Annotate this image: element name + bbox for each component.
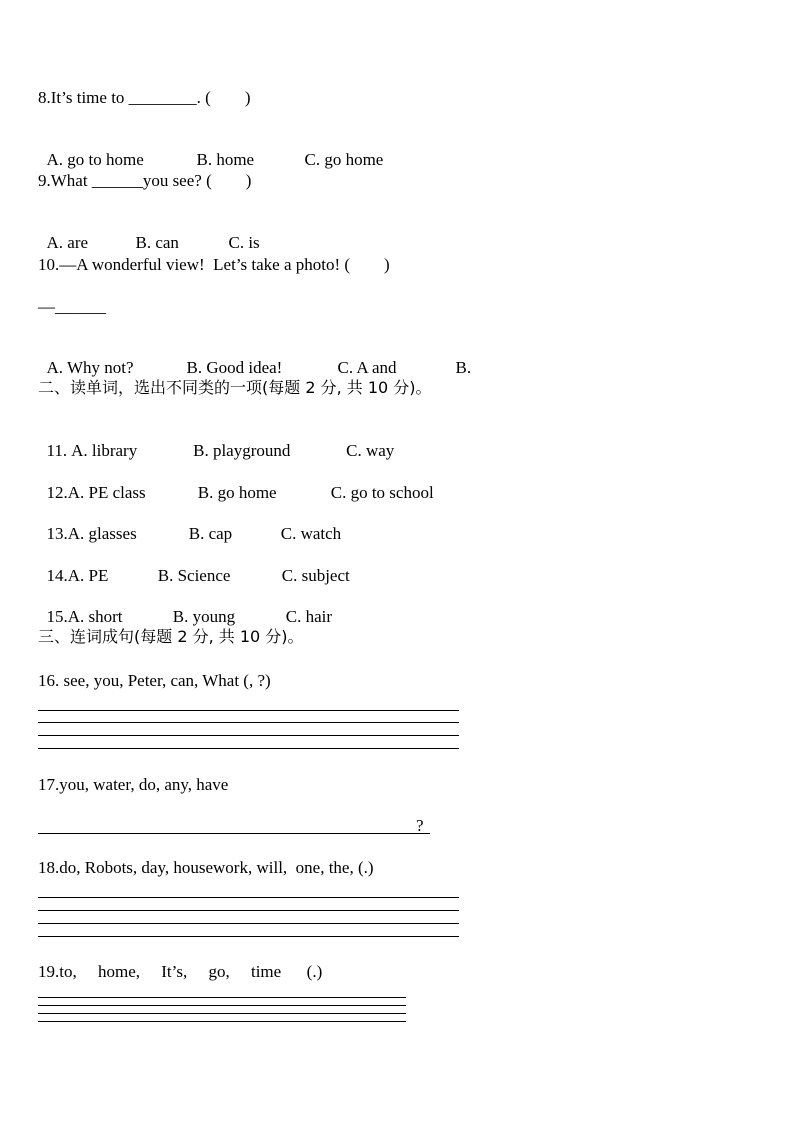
option-a: A. glasses bbox=[67, 524, 137, 543]
option-a: A. short bbox=[67, 607, 123, 626]
option-b: B. Science bbox=[157, 566, 231, 585]
question-11 bbox=[38, 421, 394, 461]
option-b: B. Good idea! bbox=[186, 358, 283, 377]
option-a: A. go to home bbox=[46, 150, 144, 169]
option-b: B. can bbox=[135, 233, 179, 252]
option-b: B. home bbox=[196, 150, 255, 169]
question-number: 14. bbox=[46, 566, 68, 585]
option-a: A. Why not? bbox=[46, 358, 134, 377]
question-13 bbox=[38, 504, 341, 544]
section-3-title: 三、连词成句(每题 2 分, 共 10 分)。 bbox=[38, 627, 304, 646]
option-c: C. A and bbox=[337, 358, 397, 377]
question-18-words: 18.do, Robots, day, housework, will, one, the, (.) bbox=[38, 858, 374, 877]
question-9-options bbox=[38, 213, 260, 253]
question-16-words: 16. see, you, Peter, can, What (, ?) bbox=[38, 671, 271, 690]
option-c: C. hair bbox=[285, 607, 333, 626]
question-19-words: 19.to, home, It’s, go, time (.) bbox=[38, 962, 323, 981]
option-d: B. bbox=[455, 358, 472, 377]
option-a: A. library bbox=[71, 441, 138, 460]
option-c: C. go home bbox=[304, 150, 384, 169]
question-8-options bbox=[38, 130, 383, 170]
option-c: C. is bbox=[228, 233, 260, 252]
question-10-stem: 10.—A wonderful view! Let’s take a photo! ( ) bbox=[38, 255, 390, 274]
option-c: C. go to school bbox=[330, 483, 434, 502]
question-15 bbox=[38, 587, 332, 627]
question-10-options bbox=[38, 338, 471, 378]
question-17-words: 17.you, water, do, any, have bbox=[38, 775, 229, 794]
option-b: B. cap bbox=[188, 524, 233, 543]
option-a: A. are bbox=[46, 233, 89, 252]
option-c: C. watch bbox=[280, 524, 342, 543]
option-a: A. PE class bbox=[67, 483, 146, 502]
question-number: 15. bbox=[46, 607, 68, 626]
option-c: C. way bbox=[346, 441, 395, 460]
question-number: 11. bbox=[46, 441, 68, 460]
question-8-stem: 8.It’s time to ________. ( ) bbox=[38, 88, 251, 107]
question-number: 13. bbox=[46, 524, 68, 543]
option-a: A. PE bbox=[67, 566, 109, 585]
option-b: B. playground bbox=[193, 441, 291, 460]
option-b: B. go home bbox=[197, 483, 277, 502]
question-10-reply: —______ bbox=[38, 297, 106, 316]
question-9-stem: 9.What ______you see? ( ) bbox=[38, 171, 252, 190]
option-c: C. subject bbox=[281, 566, 350, 585]
question-12 bbox=[38, 463, 434, 503]
section-2-title: 二、读单词，选出不同类的一项(每题 2 分, 共 10 分)。 bbox=[38, 378, 432, 397]
question-14 bbox=[38, 546, 350, 586]
question-17-end-mark: ? bbox=[416, 816, 424, 835]
option-b: B. young bbox=[172, 607, 236, 626]
question-number: 12. bbox=[46, 483, 68, 502]
